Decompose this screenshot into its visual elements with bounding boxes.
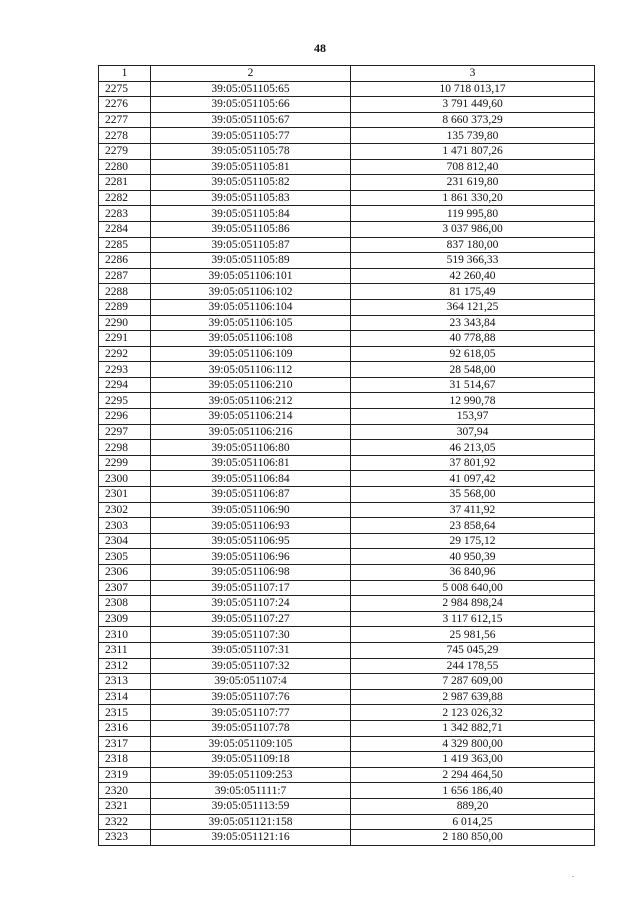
cadastral-number-cell: 39:05:051106:80	[151, 440, 351, 456]
row-number-cell: 2315	[99, 705, 151, 721]
table-row	[99, 658, 595, 674]
row-number-cell: 2286	[99, 253, 151, 269]
row-number-cell: 2321	[99, 798, 151, 814]
cadastral-number-cell: 39:05:051106:101	[151, 268, 351, 284]
row-number-cell: 2287	[99, 268, 151, 284]
row-number-cell: 2318	[99, 752, 151, 768]
cadastral-number-cell: 39:05:051105:67	[151, 112, 351, 128]
cadastral-number-cell: 39:05:051107:24	[151, 596, 351, 612]
row-number-cell: 2322	[99, 814, 151, 830]
cadastral-number-cell: 39:05:051106:214	[151, 409, 351, 425]
cadastral-value-cell: 2 987 639,88	[351, 689, 595, 705]
cadastral-number-cell: 39:05:051121:158	[151, 814, 351, 830]
column-header-3: 3	[351, 66, 595, 82]
cadastral-value-cell: 31 514,67	[351, 377, 595, 393]
cadastral-number-cell: 39:05:051107:17	[151, 580, 351, 596]
table-row	[99, 752, 595, 768]
row-number-cell: 2277	[99, 112, 151, 128]
cadastral-number-cell: 39:05:051105:89	[151, 253, 351, 269]
row-number-cell: 2310	[99, 627, 151, 643]
cadastral-value-cell: 92 618,05	[351, 346, 595, 362]
row-number-cell: 2292	[99, 346, 151, 362]
table-row	[99, 580, 595, 596]
table-header	[99, 66, 595, 82]
cadastral-number-cell: 39:05:051107:76	[151, 689, 351, 705]
cadastral-value-cell: 23 858,64	[351, 518, 595, 534]
cadastral-value-cell: 519 366,33	[351, 253, 595, 269]
row-number-cell: 2275	[99, 81, 151, 97]
row-number-cell: 2320	[99, 783, 151, 799]
cadastral-number-cell: 39:05:051106:95	[151, 533, 351, 549]
row-number-cell: 2296	[99, 409, 151, 425]
cadastral-value-cell: 889,20	[351, 798, 595, 814]
cadastral-number-cell: 39:05:051106:216	[151, 424, 351, 440]
cadastral-value-cell: 1 861 330,20	[351, 190, 595, 206]
cadastral-value-cell: 2 294 464,50	[351, 767, 595, 783]
row-number-cell: 2317	[99, 736, 151, 752]
row-number-cell: 2302	[99, 502, 151, 518]
row-number-cell: 2288	[99, 284, 151, 300]
cadastral-value-cell: 46 213,05	[351, 440, 595, 456]
cadastral-number-cell: 39:05:051109:253	[151, 767, 351, 783]
cadastral-number-cell: 39:05:051106:96	[151, 549, 351, 565]
table-row	[99, 409, 595, 425]
table-row	[99, 331, 595, 347]
table-row	[99, 440, 595, 456]
table-row	[99, 565, 595, 581]
cadastral-number-cell: 39:05:051107:4	[151, 674, 351, 690]
row-number-cell: 2276	[99, 97, 151, 113]
table-row	[99, 81, 595, 97]
cadastral-number-cell: 39:05:051105:86	[151, 221, 351, 237]
cadastral-value-cell: 1 656 186,40	[351, 783, 595, 799]
row-number-cell: 2293	[99, 362, 151, 378]
cadastral-value-cell: 5 008 640,00	[351, 580, 595, 596]
scan-speck	[572, 876, 574, 877]
header-row	[99, 66, 595, 82]
row-number-cell: 2301	[99, 487, 151, 503]
table-row	[99, 705, 595, 721]
cadastral-value-cell: 81 175,49	[351, 284, 595, 300]
table-row	[99, 471, 595, 487]
row-number-cell: 2303	[99, 518, 151, 534]
cadastral-number-cell: 39:05:051106:93	[151, 518, 351, 534]
cadastral-number-cell: 39:05:051106:112	[151, 362, 351, 378]
row-number-cell: 2297	[99, 424, 151, 440]
cadastral-value-cell: 29 175,12	[351, 533, 595, 549]
cadastral-value-cell: 119 995,80	[351, 206, 595, 222]
cadastral-number-cell: 39:05:051109:105	[151, 736, 351, 752]
table-row	[99, 533, 595, 549]
table-row	[99, 143, 595, 159]
cadastral-value-cell: 41 097,42	[351, 471, 595, 487]
table-row	[99, 767, 595, 783]
cadastral-value-cell: 2 180 850,00	[351, 830, 595, 846]
cadastral-number-cell: 39:05:051105:83	[151, 190, 351, 206]
cadastral-number-cell: 39:05:051106:109	[151, 346, 351, 362]
table-row	[99, 315, 595, 331]
table-row	[99, 814, 595, 830]
row-number-cell: 2295	[99, 393, 151, 409]
table-row	[99, 798, 595, 814]
table-body	[99, 81, 595, 845]
row-number-cell: 2299	[99, 455, 151, 471]
cadastral-value-cell: 8 660 373,29	[351, 112, 595, 128]
row-number-cell: 2298	[99, 440, 151, 456]
cadastral-value-cell: 7 287 609,00	[351, 674, 595, 690]
cadastral-number-cell: 39:05:051106:104	[151, 299, 351, 315]
table-row	[99, 783, 595, 799]
row-number-cell: 2309	[99, 611, 151, 627]
cadastral-number-cell: 39:05:051105:81	[151, 159, 351, 175]
row-number-cell: 2323	[99, 830, 151, 846]
cadastral-number-cell: 39:05:051111:7	[151, 783, 351, 799]
cadastral-number-cell: 39:05:051105:84	[151, 206, 351, 222]
row-number-cell: 2314	[99, 689, 151, 705]
table-row	[99, 393, 595, 409]
row-number-cell: 2300	[99, 471, 151, 487]
cadastral-value-cell: 36 840,96	[351, 565, 595, 581]
row-number-cell: 2306	[99, 565, 151, 581]
table-row	[99, 237, 595, 253]
cadastral-value-cell: 28 548,00	[351, 362, 595, 378]
row-number-cell: 2278	[99, 128, 151, 144]
cadastral-value-cell: 37 411,92	[351, 502, 595, 518]
cadastral-value-cell: 4 329 800,00	[351, 736, 595, 752]
cadastral-value-cell: 244 178,55	[351, 658, 595, 674]
table-row	[99, 518, 595, 534]
table-row	[99, 596, 595, 612]
cadastral-number-cell: 39:05:051106:105	[151, 315, 351, 331]
row-number-cell: 2313	[99, 674, 151, 690]
cadastral-number-cell: 39:05:051106:87	[151, 487, 351, 503]
cadastral-value-cell: 3 117 612,15	[351, 611, 595, 627]
cadastral-number-cell: 39:05:051106:212	[151, 393, 351, 409]
row-number-cell: 2281	[99, 175, 151, 191]
row-number-cell: 2279	[99, 143, 151, 159]
cadastral-value-cell: 3 791 449,60	[351, 97, 595, 113]
cadastral-value-cell: 708 812,40	[351, 159, 595, 175]
row-number-cell: 2312	[99, 658, 151, 674]
row-number-cell: 2285	[99, 237, 151, 253]
table-row	[99, 159, 595, 175]
table-row	[99, 455, 595, 471]
cadastral-value-cell: 837 180,00	[351, 237, 595, 253]
table-row	[99, 424, 595, 440]
table-row	[99, 206, 595, 222]
cadastral-number-cell: 39:05:051121:16	[151, 830, 351, 846]
cadastral-value-cell: 6 014,25	[351, 814, 595, 830]
page-number: 48	[314, 41, 326, 55]
table-row	[99, 549, 595, 565]
table-row	[99, 502, 595, 518]
row-number-cell: 2304	[99, 533, 151, 549]
table-row	[99, 720, 595, 736]
cadastral-number-cell: 39:05:051107:30	[151, 627, 351, 643]
cadastral-number-cell: 39:05:051109:18	[151, 752, 351, 768]
cadastral-number-cell: 39:05:051107:78	[151, 720, 351, 736]
cadastral-number-cell: 39:05:051105:65	[151, 81, 351, 97]
table-row	[99, 674, 595, 690]
cadastral-number-cell: 39:05:051107:77	[151, 705, 351, 721]
table-row	[99, 487, 595, 503]
row-number-cell: 2284	[99, 221, 151, 237]
table-row	[99, 611, 595, 627]
row-number-cell: 2305	[99, 549, 151, 565]
cadastral-value-cell: 307,94	[351, 424, 595, 440]
cadastral-number-cell: 39:05:051105:87	[151, 237, 351, 253]
table-row	[99, 642, 595, 658]
cadastral-number-cell: 39:05:051106:81	[151, 455, 351, 471]
table-row	[99, 97, 595, 113]
cadastral-value-cell: 3 037 986,00	[351, 221, 595, 237]
row-number-cell: 2280	[99, 159, 151, 175]
cadastral-number-cell: 39:05:051113:59	[151, 798, 351, 814]
cadastral-value-cell: 25 981,56	[351, 627, 595, 643]
cadastral-number-cell: 39:05:051106:98	[151, 565, 351, 581]
cadastral-number-cell: 39:05:051106:102	[151, 284, 351, 300]
cadastral-value-cell: 2 123 026,32	[351, 705, 595, 721]
cadastral-value-cell: 12 990,78	[351, 393, 595, 409]
column-header-2: 2	[151, 66, 351, 82]
table-row	[99, 268, 595, 284]
cadastral-value-cell: 135 739,80	[351, 128, 595, 144]
cadastral-value-cell: 364 121,25	[351, 299, 595, 315]
cadastral-value-cell: 42 260,40	[351, 268, 595, 284]
row-number-cell: 2311	[99, 642, 151, 658]
row-number-cell: 2307	[99, 580, 151, 596]
table-row	[99, 299, 595, 315]
cadastral-value-table	[98, 65, 595, 846]
row-number-cell: 2291	[99, 331, 151, 347]
cadastral-value-cell: 40 778,88	[351, 331, 595, 347]
cadastral-value-cell: 23 343,84	[351, 315, 595, 331]
row-number-cell: 2319	[99, 767, 151, 783]
cadastral-value-cell: 1 471 807,26	[351, 143, 595, 159]
table-row	[99, 830, 595, 846]
row-number-cell: 2282	[99, 190, 151, 206]
cadastral-number-cell: 39:05:051105:77	[151, 128, 351, 144]
cadastral-value-cell: 1 419 363,00	[351, 752, 595, 768]
cadastral-value-cell: 231 619,80	[351, 175, 595, 191]
table-row	[99, 128, 595, 144]
table-row	[99, 346, 595, 362]
cadastral-number-cell: 39:05:051107:27	[151, 611, 351, 627]
row-number-cell: 2290	[99, 315, 151, 331]
row-number-cell: 2294	[99, 377, 151, 393]
cadastral-number-cell: 39:05:051105:78	[151, 143, 351, 159]
row-number-cell: 2283	[99, 206, 151, 222]
cadastral-number-cell: 39:05:051106:90	[151, 502, 351, 518]
table-row	[99, 736, 595, 752]
table-row	[99, 190, 595, 206]
cadastral-number-cell: 39:05:051106:210	[151, 377, 351, 393]
row-number-cell: 2289	[99, 299, 151, 315]
cadastral-number-cell: 39:05:051105:82	[151, 175, 351, 191]
table-row	[99, 284, 595, 300]
table-row	[99, 253, 595, 269]
table-row	[99, 627, 595, 643]
cadastral-value-cell: 10 718 013,17	[351, 81, 595, 97]
table-row	[99, 112, 595, 128]
cadastral-number-cell: 39:05:051105:66	[151, 97, 351, 113]
cadastral-number-cell: 39:05:051106:108	[151, 331, 351, 347]
table-row	[99, 175, 595, 191]
table-row	[99, 689, 595, 705]
table-row	[99, 377, 595, 393]
cadastral-value-cell: 37 801,92	[351, 455, 595, 471]
cadastral-value-cell: 153,97	[351, 409, 595, 425]
row-number-cell: 2316	[99, 720, 151, 736]
cadastral-number-cell: 39:05:051106:84	[151, 471, 351, 487]
cadastral-value-cell: 745 045,29	[351, 642, 595, 658]
cadastral-value-cell: 35 568,00	[351, 487, 595, 503]
cadastral-value-cell: 2 984 898,24	[351, 596, 595, 612]
table-row	[99, 221, 595, 237]
cadastral-number-cell: 39:05:051107:32	[151, 658, 351, 674]
row-number-cell: 2308	[99, 596, 151, 612]
cadastral-value-cell: 1 342 882,71	[351, 720, 595, 736]
cadastral-value-cell: 40 950,39	[351, 549, 595, 565]
cadastral-number-cell: 39:05:051107:31	[151, 642, 351, 658]
column-header-1: 1	[99, 66, 151, 82]
table-row	[99, 362, 595, 378]
